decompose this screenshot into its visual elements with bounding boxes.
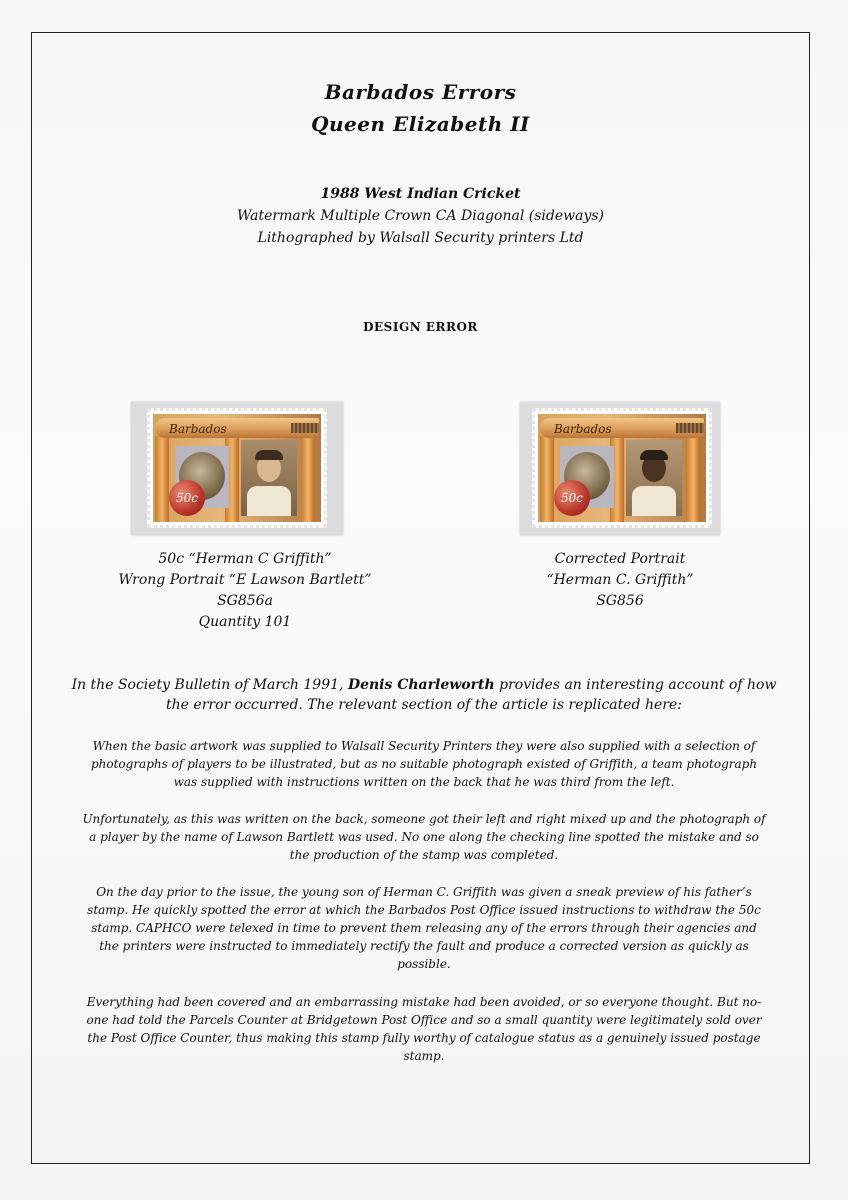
intro-author: Denis Charleworth	[347, 677, 495, 693]
stamp-corrected	[532, 408, 712, 528]
stump-graphic	[155, 436, 169, 522]
stamp-error	[147, 408, 327, 528]
stamp-artwork	[153, 414, 321, 522]
caption-line: Wrong Portrait “E Lawson Bartlett”	[118, 572, 372, 588]
portrait-cap	[640, 450, 668, 460]
caption-line: SG856a	[217, 593, 273, 609]
intro-text: provides an interesting account of how the error occurred. The relevant section of the article is replicated here:	[166, 677, 777, 713]
caption-line: 50c “Herman C Griffith”	[158, 551, 332, 567]
value-ball: 50c	[169, 480, 205, 516]
stump-graphic	[686, 436, 700, 522]
portrait-cap	[255, 450, 283, 460]
stamp-mount-error	[131, 402, 343, 535]
stump-graphic	[301, 436, 315, 522]
bat-banner	[155, 418, 319, 438]
page-subtitle: Queen Elizabeth II	[311, 112, 530, 136]
stamp-country: Barbados	[554, 422, 612, 436]
issue-name: 1988 West Indian Cricket	[320, 186, 521, 202]
bat-handle	[291, 423, 319, 433]
value-ball: 50c	[554, 480, 590, 516]
bat-handle	[676, 423, 704, 433]
caption-line: Corrected Portrait	[554, 551, 686, 567]
article-paragraph: Everything had been covered and an embarrassing mistake had been avoided, or so everyone thought. But no-one had told the Parcels Counter at Bridgetown Post Office and so a small quantity were legitimately sold over the Post Office Counter, thus making this stamp fully worthy of catalogue status as a genuinely issued postage stamp.	[86, 995, 762, 1063]
article-paragraph: When the basic artwork was supplied to Walsall Security Printers they were also supplied with a selection of photographs of players to be illustrated, but as no suitable photograph existed of Griffith, a team photograph was supplied with instructions written on the back that he was third from the left.	[90, 739, 758, 789]
article-paragraph: Unfortunately, as this was written on the back, someone got their left and right mixed up and the photograph of a player by the name of Lawson Bartlett was used. No one along the checking line spotted the mistake and so the production of the stamp was completed.	[82, 812, 766, 862]
stamp-artwork	[538, 414, 706, 522]
player-portrait	[626, 440, 682, 516]
portrait-shirt	[247, 486, 291, 516]
stump-graphic	[540, 436, 554, 522]
page-title: Barbados Errors	[324, 80, 517, 104]
caption-line: “Herman C. Griffith”	[546, 572, 694, 588]
player-portrait	[241, 440, 297, 516]
caption-line: Quantity 101	[198, 614, 292, 630]
issue-printer: Lithographed by Walsall Security printers Ltd	[257, 230, 584, 246]
article-paragraph: On the day prior to the issue, the young son of Herman C. Griffith was given a sneak preview of his father’s stamp. He quickly spotted the error at which the Barbados Post Office issued instructions to withdraw the 50c stamp. CAPHCO were telexed in time to prevent them releasing any of the errors through their agencies and the printers were instructed to immediately rectify the fault and produce a corrected version as quickly as possible.	[87, 885, 761, 971]
stamp-mount-corrected	[520, 402, 720, 535]
stamp-country: Barbados	[169, 422, 227, 436]
intro-text: In the Society Bulletin of March 1991,	[71, 677, 348, 693]
bat-banner	[540, 418, 704, 438]
intro-paragraph	[60, 675, 788, 715]
section-label: DESIGN ERROR	[363, 320, 478, 334]
caption-corrected	[470, 549, 770, 612]
caption-error	[80, 549, 410, 633]
issue-watermark: Watermark Multiple Crown CA Diagonal (sideways)	[236, 208, 605, 224]
portrait-shirt	[632, 486, 676, 516]
caption-line: SG856	[596, 593, 644, 609]
